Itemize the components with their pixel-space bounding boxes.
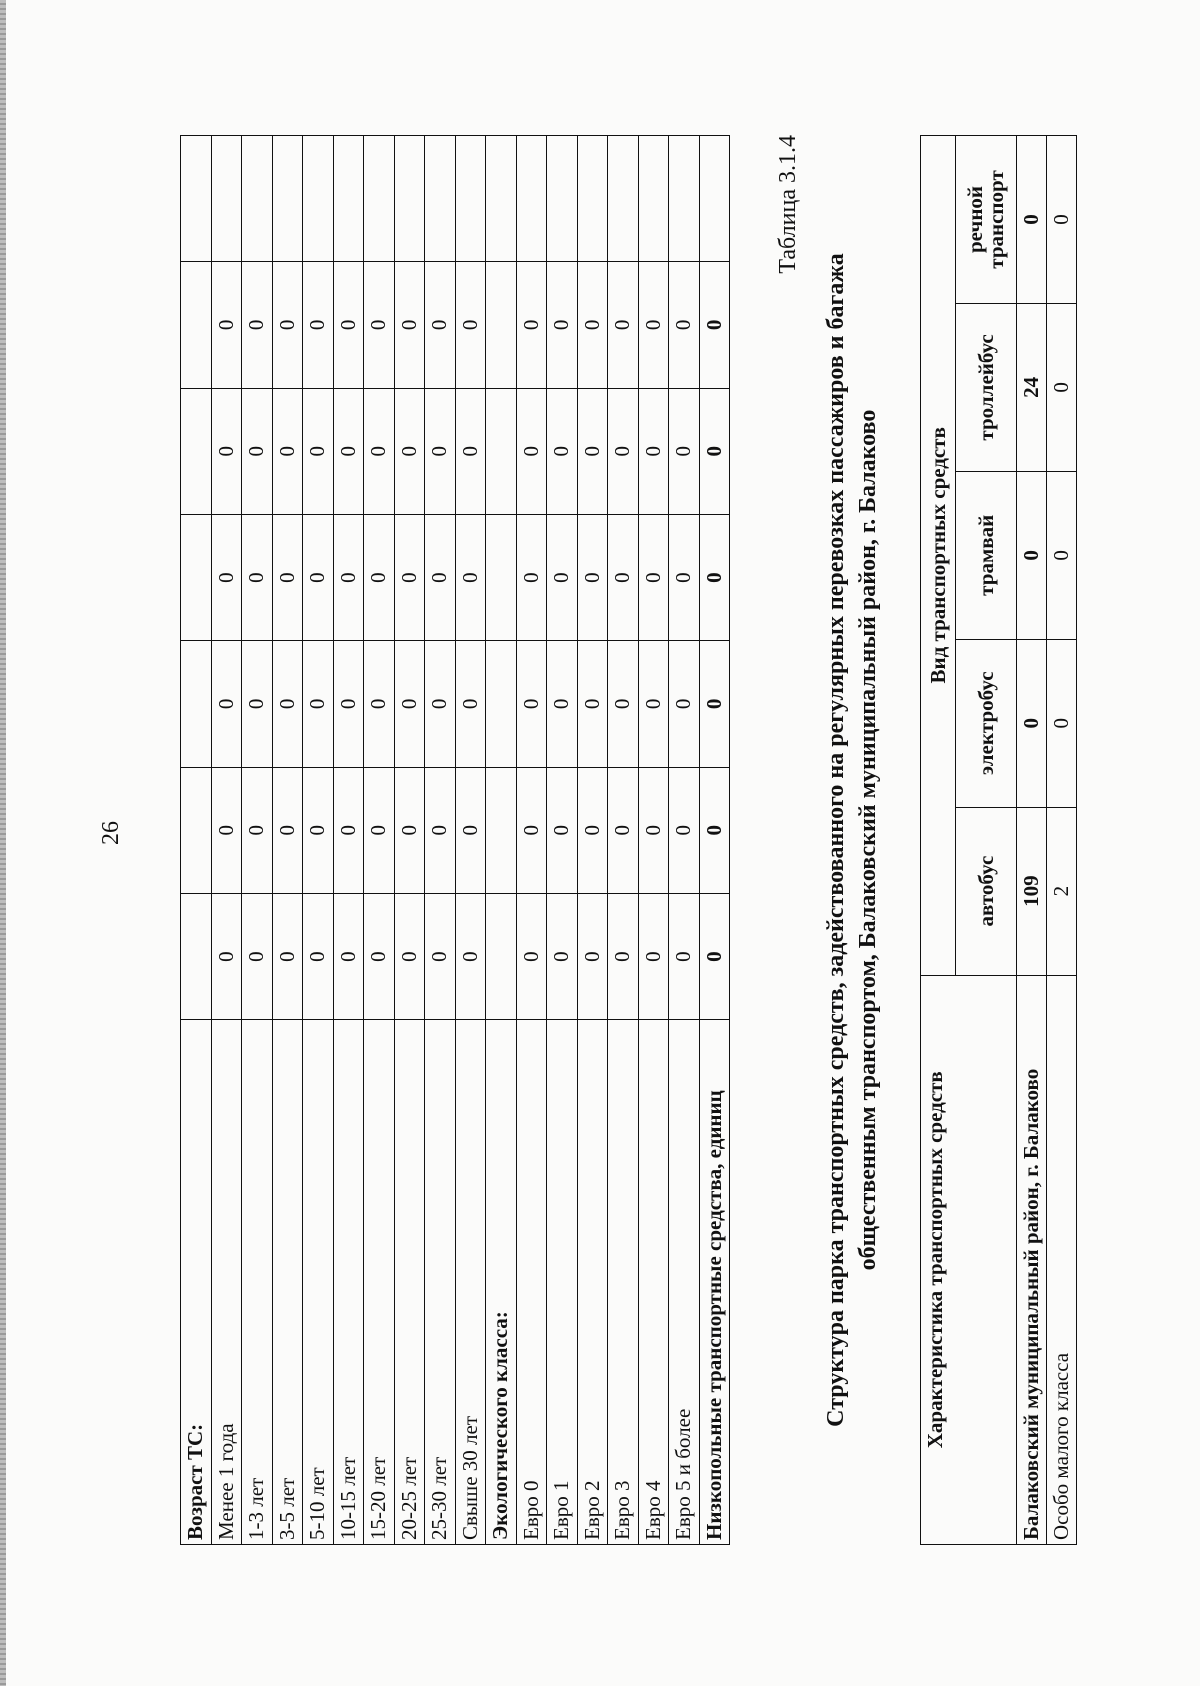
row-label: 15-20 лет xyxy=(364,1020,395,1545)
cell-value: 0 xyxy=(1047,303,1077,471)
cell-value: 0 xyxy=(547,262,578,388)
cell-value: 0 xyxy=(242,767,273,893)
column-header: троллейбус xyxy=(956,303,1017,471)
row-label: Экологического класса: xyxy=(486,1020,517,1545)
table-row xyxy=(608,136,639,1545)
header-vehicle-type: Вид транспортных средств xyxy=(921,136,956,976)
cell-value: 0 xyxy=(364,388,395,514)
cell-value xyxy=(486,514,517,640)
table-1-body xyxy=(181,136,730,1545)
cell-value: 0 xyxy=(608,767,639,893)
cell-value: 0 xyxy=(394,388,425,514)
cell-value: 0 xyxy=(699,262,730,388)
cell-value: 0 xyxy=(638,514,669,640)
table-row xyxy=(303,136,334,1545)
cell-value: 0 xyxy=(577,641,608,767)
cell-value: 0 xyxy=(425,893,456,1019)
cell-value: 24 xyxy=(1017,303,1047,471)
cell-value xyxy=(211,136,242,262)
row-label: Евро 0 xyxy=(516,1020,547,1545)
row-label: Евро 5 и более xyxy=(669,1020,700,1545)
row-label: Евро 1 xyxy=(547,1020,578,1545)
cell-value: 0 xyxy=(638,262,669,388)
cell-value: 0 xyxy=(303,893,334,1019)
cell-value: 0 xyxy=(547,641,578,767)
cell-value: 0 xyxy=(638,641,669,767)
cell-value xyxy=(303,136,334,262)
cell-value xyxy=(486,641,517,767)
cell-value xyxy=(181,641,212,767)
row-label: Евро 2 xyxy=(577,1020,608,1545)
cell-value: 0 xyxy=(242,388,273,514)
cell-value: 0 xyxy=(608,262,639,388)
cell-value: 0 xyxy=(303,388,334,514)
table-number-label: Таблица 3.1.4 xyxy=(775,135,801,274)
cell-value: 0 xyxy=(364,262,395,388)
row-label: 10-15 лет xyxy=(333,1020,364,1545)
cell-value: 0 xyxy=(516,893,547,1019)
cell-value: 0 xyxy=(455,388,486,514)
cell-value xyxy=(272,136,303,262)
table-row xyxy=(333,136,364,1545)
cell-value xyxy=(364,136,395,262)
cell-value: 0 xyxy=(394,262,425,388)
row-label: Свыше 30 лет xyxy=(455,1020,486,1545)
row-label: Менее 1 года xyxy=(211,1020,242,1545)
cell-value: 0 xyxy=(699,767,730,893)
cell-value xyxy=(486,262,517,388)
table-row xyxy=(394,136,425,1545)
column-header: речной транспорт xyxy=(956,136,1017,304)
column-header: автобус xyxy=(956,807,1017,975)
cell-value: 0 xyxy=(455,767,486,893)
scan-edge xyxy=(0,0,6,1686)
cell-value xyxy=(394,136,425,262)
cell-value xyxy=(333,136,364,262)
cell-value: 0 xyxy=(516,641,547,767)
cell-value: 0 xyxy=(699,641,730,767)
table-2 xyxy=(920,135,1077,1545)
cell-value xyxy=(486,388,517,514)
cell-value: 0 xyxy=(669,767,700,893)
cell-value: 0 xyxy=(242,262,273,388)
cell-value xyxy=(486,136,517,262)
cell-value xyxy=(608,136,639,262)
cell-value: 0 xyxy=(516,262,547,388)
table-row xyxy=(211,136,242,1545)
cell-value: 0 xyxy=(303,641,334,767)
cell-value: 0 xyxy=(608,514,639,640)
cell-value: 0 xyxy=(272,388,303,514)
cell-value: 0 xyxy=(425,514,456,640)
cell-value xyxy=(425,136,456,262)
fleet-structure-table xyxy=(920,135,1077,1545)
table-row xyxy=(699,136,730,1545)
cell-value: 0 xyxy=(333,767,364,893)
row-label: Особо малого класса xyxy=(1047,975,1077,1544)
cell-value: 0 xyxy=(394,767,425,893)
cell-value: 0 xyxy=(547,893,578,1019)
cell-value: 0 xyxy=(669,893,700,1019)
row-label: 1-3 лет xyxy=(242,1020,273,1545)
cell-value: 0 xyxy=(211,388,242,514)
cell-value: 0 xyxy=(425,388,456,514)
cell-value: 0 xyxy=(333,893,364,1019)
cell-value xyxy=(669,136,700,262)
cell-value: 0 xyxy=(303,514,334,640)
cell-value xyxy=(486,893,517,1019)
cell-value: 109 xyxy=(1017,807,1047,975)
cell-value: 0 xyxy=(547,514,578,640)
cell-value: 0 xyxy=(669,514,700,640)
row-label: Возраст ТС: xyxy=(181,1020,212,1545)
cell-value: 0 xyxy=(425,641,456,767)
table-row xyxy=(547,136,578,1545)
row-label: Низкопольные транспортные средства, единиц xyxy=(699,1020,730,1545)
cell-value: 0 xyxy=(547,767,578,893)
cell-value: 0 xyxy=(333,388,364,514)
table-row xyxy=(516,136,547,1545)
rotated-page-content xyxy=(180,135,1110,1545)
cell-value: 0 xyxy=(364,514,395,640)
cell-value xyxy=(181,262,212,388)
cell-value: 0 xyxy=(425,767,456,893)
header-characteristic: Характеристика транспортных средств xyxy=(921,975,1017,1544)
cell-value: 0 xyxy=(669,641,700,767)
cell-value: 0 xyxy=(608,388,639,514)
cell-value: 0 xyxy=(1047,136,1077,304)
cell-value: 0 xyxy=(394,893,425,1019)
cell-value: 0 xyxy=(455,641,486,767)
cell-value xyxy=(181,893,212,1019)
cell-value: 0 xyxy=(364,893,395,1019)
cell-value: 0 xyxy=(577,262,608,388)
cell-value: 0 xyxy=(1017,639,1047,807)
cell-value: 0 xyxy=(364,767,395,893)
row-label: Евро 3 xyxy=(608,1020,639,1545)
cell-value: 0 xyxy=(303,262,334,388)
cell-value: 0 xyxy=(455,262,486,388)
table-title-line-2: общественным транспортом, Балаковский муниципальный район, г. Балаково xyxy=(855,409,882,1271)
cell-value: 2 xyxy=(1047,807,1077,975)
row-label: 5-10 лет xyxy=(303,1020,334,1545)
cell-value xyxy=(181,388,212,514)
cell-value: 0 xyxy=(333,514,364,640)
cell-value: 0 xyxy=(1047,471,1077,639)
cell-value: 0 xyxy=(577,767,608,893)
cell-value: 0 xyxy=(455,514,486,640)
cell-value: 0 xyxy=(577,514,608,640)
cell-value: 0 xyxy=(608,641,639,767)
cell-value: 0 xyxy=(333,641,364,767)
cell-value xyxy=(181,514,212,640)
cell-value: 0 xyxy=(333,262,364,388)
cell-value: 0 xyxy=(699,893,730,1019)
table-row xyxy=(181,136,212,1545)
table-row xyxy=(577,136,608,1545)
cell-value: 0 xyxy=(516,388,547,514)
cell-value: 0 xyxy=(638,767,669,893)
vehicle-age-eco-table xyxy=(180,135,730,1545)
cell-value xyxy=(516,136,547,262)
cell-value: 0 xyxy=(211,893,242,1019)
cell-value: 0 xyxy=(516,767,547,893)
column-header: электробус xyxy=(956,639,1017,807)
cell-value: 0 xyxy=(669,388,700,514)
cell-value xyxy=(547,136,578,262)
cell-value xyxy=(242,136,273,262)
row-label: 25-30 лет xyxy=(425,1020,456,1545)
table-2-header-row-1 xyxy=(921,136,956,1545)
cell-value xyxy=(638,136,669,262)
table-title xyxy=(820,135,885,1545)
cell-value: 0 xyxy=(272,262,303,388)
cell-value: 0 xyxy=(608,893,639,1019)
cell-value xyxy=(699,136,730,262)
cell-value: 0 xyxy=(577,893,608,1019)
cell-value: 0 xyxy=(272,641,303,767)
cell-value xyxy=(181,767,212,893)
cell-value: 0 xyxy=(272,893,303,1019)
cell-value: 0 xyxy=(547,388,578,514)
row-label: 20-25 лет xyxy=(394,1020,425,1545)
row-label: Балаковский муниципальный район, г. Балаково xyxy=(1017,975,1047,1544)
cell-value: 0 xyxy=(211,514,242,640)
table-row xyxy=(455,136,486,1545)
table-title-line-1: Структура парка транспортных средств, задействованного на регулярных перевозках пассажиров и багажа xyxy=(823,253,849,1427)
table-row xyxy=(638,136,669,1545)
cell-value: 0 xyxy=(364,641,395,767)
cell-value: 0 xyxy=(211,641,242,767)
table-row xyxy=(425,136,456,1545)
cell-value: 0 xyxy=(577,388,608,514)
table-row xyxy=(242,136,273,1545)
cell-value: 0 xyxy=(242,893,273,1019)
cell-value: 0 xyxy=(272,767,303,893)
table-row xyxy=(272,136,303,1545)
cell-value: 0 xyxy=(699,388,730,514)
cell-value: 0 xyxy=(242,514,273,640)
cell-value: 0 xyxy=(638,893,669,1019)
cell-value: 0 xyxy=(1047,639,1077,807)
cell-value xyxy=(486,767,517,893)
table-2-body xyxy=(1017,136,1077,1545)
cell-value: 0 xyxy=(516,514,547,640)
cell-value: 0 xyxy=(699,514,730,640)
cell-value: 0 xyxy=(272,514,303,640)
cell-value: 0 xyxy=(638,388,669,514)
page-number: 26 xyxy=(98,821,124,845)
cell-value: 0 xyxy=(211,767,242,893)
cell-value xyxy=(577,136,608,262)
table-row xyxy=(669,136,700,1545)
row-label: Евро 4 xyxy=(638,1020,669,1545)
cell-value xyxy=(181,136,212,262)
table-1 xyxy=(180,135,730,1545)
cell-value: 0 xyxy=(669,262,700,388)
cell-value: 0 xyxy=(425,262,456,388)
cell-value: 0 xyxy=(1017,136,1047,304)
table-row xyxy=(486,136,517,1545)
cell-value: 0 xyxy=(242,641,273,767)
cell-value: 0 xyxy=(394,514,425,640)
cell-value: 0 xyxy=(211,262,242,388)
cell-value: 0 xyxy=(1017,471,1047,639)
table-row xyxy=(1047,136,1077,1545)
table-row xyxy=(364,136,395,1545)
column-header: трамвай xyxy=(956,471,1017,639)
cell-value: 0 xyxy=(394,641,425,767)
cell-value xyxy=(455,136,486,262)
cell-value: 0 xyxy=(303,767,334,893)
cell-value: 0 xyxy=(455,893,486,1019)
table-row xyxy=(1017,136,1047,1545)
row-label: 3-5 лет xyxy=(272,1020,303,1545)
